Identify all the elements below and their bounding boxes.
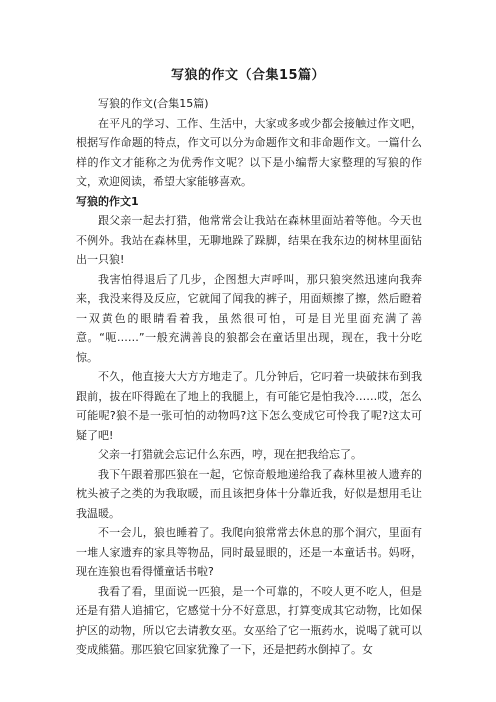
section-heading: 写狼的作文1 xyxy=(76,194,139,208)
document-body xyxy=(76,94,422,660)
paragraph: 写狼的作文(合集15篇) xyxy=(98,97,209,110)
paragraph: 我下午跟着那匹狼在一起，它惊奇般地递给我了森林里被人遗弃的枕头被子之类的为我取暖，而且该把身体十分靠近我，好似是想用毛让我温暖。 xyxy=(76,467,422,520)
paragraph: 跟父亲一起去打猎，他常常会让我站在森林里面站着等他。今天也不例外。我站在森林里，无聊地跺了跺脚，结果在我东边的树林里面钻出一只狼! xyxy=(76,214,422,266)
paragraph: 不一会儿，狼也睡着了。我爬向狼常常去休息的那个洞穴，里面有一堆人家遗弃的家具等物品，同时最显眼的，还是一本童话书。妈呀，现在连狼也看得懂童话书啦? xyxy=(76,526,422,578)
paragraph: 不久，他直接大大方方地走了。几分钟后，它叼着一块破抹布到我跟前，拔在吓得跪在了地上的我腿上，有可能它是怕我冷……哎，怎么可能呢?狼不是一张可怕的动物吗?这下怎么变成它可怜我了呢?这太可疑了吧! xyxy=(76,370,422,442)
document-title: 写狼的作文（合集15篇） xyxy=(170,68,326,83)
paragraph: 我看了看，里面说一匹狼，是一个可靠的，不咬人更不吃人，但是还是有猎人追捕它，它感觉十分不好意思，打算变成其它动物，比如保护区的动物，所以它去请教女巫。女巫给了它一瓶药水，说喝了就可以变成熊猫。那匹狼它回家犹豫了一下，还是把药水倒掉了。女 xyxy=(76,584,422,656)
paragraph: 父亲一打猎就会忘记什么东西，哼，现在把我给忘了。 xyxy=(98,448,362,461)
paragraph: 在平凡的学习、工作、生活中，大家或多或少都会接触过作文吧，根据写作命题的特点，作文可以分为命题作文和非命题作文。一篇什么样的作文才能称之为优秀作文呢？以下是小编帮大家整理的写狼的作文，欢迎阅读，希望大家能够喜欢。 xyxy=(76,116,422,188)
paragraph: 我害怕得退后了几步，企图想大声呼叫，那只狼突然迅速向我奔来，我没来得及反应，它就闻了闻我的裤子，用面颊擦了擦，然后瞪着一双黄色的眼睛看着我，虽然很可怕，可是目光里面充满了善意。“呃……”一般充满善良的狼都会在童话里出现，现在，我十分吃惊。 xyxy=(76,272,422,364)
